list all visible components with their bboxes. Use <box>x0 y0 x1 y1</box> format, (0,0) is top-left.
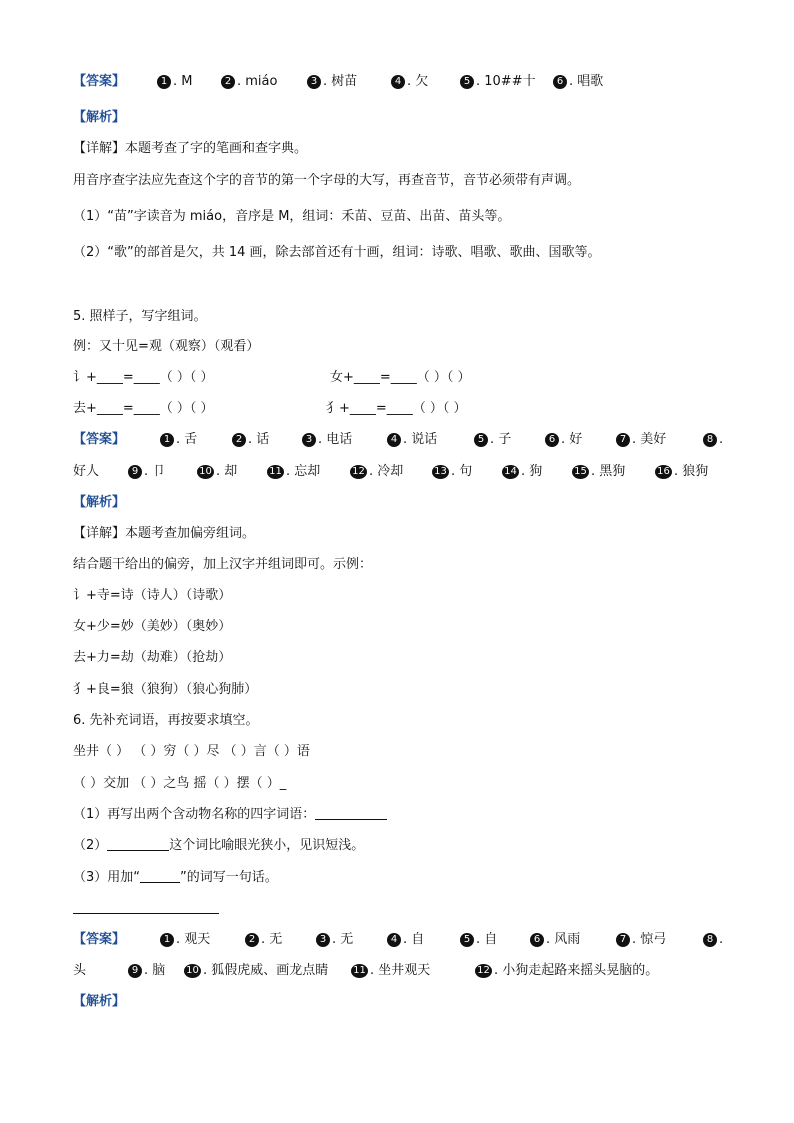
q5-row1-right: 女+____=____（ ）（ ） <box>330 370 471 385</box>
q5-answer-4 <box>387 430 437 450</box>
answer-text: . 欠 <box>407 74 429 89</box>
answer-text: . 自 <box>476 932 498 947</box>
circled-number: 1 <box>157 75 171 89</box>
q5-example-4: 犭+良=狼（狼狗）（狼心狗肺） <box>73 682 258 697</box>
circled-number: 11 <box>351 964 368 978</box>
q4-paragraph-1: 用音序查字法应先查这个字的音节的第一个字母的大写，再查音节，音节必须带有声调。 <box>73 173 581 188</box>
q5-example-2: 女+少=妙（美妙）（奥妙） <box>73 619 232 634</box>
q6-row-1: 坐井（ ） （ ）穷（ ）尽 （ ）言（ ）语 <box>73 744 310 759</box>
q4-answer-2 <box>221 72 277 92</box>
circled-number: 2 <box>232 433 246 447</box>
q6-analysis-label <box>73 992 125 1012</box>
q6-answer-1 <box>160 930 210 950</box>
circled-number: 6 <box>553 75 567 89</box>
q5-answer-9 <box>128 462 165 482</box>
q5-answer-row <box>73 430 125 450</box>
q6-subquestion-1 <box>73 805 387 825</box>
q6-answer-8 <box>703 930 723 950</box>
circled-number: 10 <box>184 964 201 978</box>
q5-row2-left: 去+____=____（ ）（ ） <box>73 401 214 416</box>
answer-text: . 狐假虎威、画龙点睛 <box>203 963 329 978</box>
answer-text: . 脑 <box>144 963 166 978</box>
answer-text: . 舌 <box>176 432 198 447</box>
detail-label: 【详解】 <box>73 526 126 541</box>
circled-number: 2 <box>245 933 259 947</box>
q5-answer-6 <box>545 430 582 450</box>
q6-answer-3 <box>316 930 353 950</box>
q5-answer-13 <box>432 462 472 482</box>
answer-text: . 忘却 <box>286 464 321 479</box>
detail-text: 本题考查了字的笔画和查字典。 <box>125 141 308 156</box>
circled-number: 13 <box>432 465 449 479</box>
q4-answer-1 <box>157 72 192 92</box>
q5-paragraph-1: 结合题干给出的偏旁，加上汉字并组词即可。示例： <box>73 557 373 572</box>
circled-number: 4 <box>387 933 401 947</box>
subquestion-text: 这个词比喻眼光狭小，见识短浅。 <box>169 838 365 853</box>
circled-number: 3 <box>316 933 330 947</box>
answer-text: . 观天 <box>176 932 211 947</box>
subquestion-text: ”的词写一句话。 <box>180 870 278 885</box>
q5-answer-2 <box>232 430 269 450</box>
q4-detail <box>73 139 307 159</box>
answer-text: . 坐井观天 <box>370 963 431 978</box>
circled-number: 4 <box>391 75 405 89</box>
answer-text: . 好 <box>561 432 583 447</box>
detail-label: 【详解】 <box>73 141 126 156</box>
circled-number: 3 <box>307 75 321 89</box>
circled-number: 1 <box>160 433 174 447</box>
q6-subquestion-2 <box>73 836 364 856</box>
answer-text: . 话 <box>248 432 270 447</box>
q6-title: 6. 先补充词语，再按要求填空。 <box>73 713 259 728</box>
answer-label: 【答案】 <box>73 432 126 447</box>
q6-answer-7 <box>616 930 666 950</box>
answer-text: . 惊弓 <box>632 932 667 947</box>
q6-row-2: （ ）交加 （ ）之鸟 摇（ ）摆（ ）_ <box>73 776 287 791</box>
q6-answer-10 <box>184 961 328 981</box>
q5-answer-15 <box>572 462 625 482</box>
answer-text: . 黑狗 <box>591 464 626 479</box>
q6-answer-6 <box>530 930 580 950</box>
circled-number: 15 <box>572 465 589 479</box>
circled-number: 5 <box>460 933 474 947</box>
answer-text: . 无 <box>261 932 283 947</box>
circled-number: 9 <box>128 465 142 479</box>
circled-number: 8 <box>703 433 717 447</box>
answer-label: 【答案】 <box>73 74 126 89</box>
answer-text: . 自 <box>403 932 425 947</box>
q4-analysis-label <box>73 108 125 128</box>
separator-line <box>73 913 219 914</box>
circled-number: 16 <box>655 465 672 479</box>
q4-answer-6 <box>553 72 603 92</box>
q6-answer-11 <box>351 961 430 981</box>
circled-number: 1 <box>160 933 174 947</box>
q6-subquestion-3 <box>73 868 278 888</box>
answer-blank <box>107 836 169 851</box>
q6-answer-4 <box>387 930 424 950</box>
q5-answer-3 <box>302 430 352 450</box>
answer-text: . 冷却 <box>369 464 404 479</box>
q6-answer-8-value: 头 <box>73 963 87 978</box>
q6-answer-5 <box>460 930 497 950</box>
q5-answer-1 <box>160 430 197 450</box>
analysis-label: 【解析】 <box>73 110 126 125</box>
q5-answer-5 <box>474 430 511 450</box>
answer-text: . 却 <box>216 464 238 479</box>
q5-title: 5. 照样子，写字组词。 <box>73 309 207 324</box>
answer-text: . 风雨 <box>546 932 581 947</box>
analysis-label: 【解析】 <box>73 994 126 1009</box>
q5-answer-14 <box>502 462 542 482</box>
q6-answer-row <box>73 930 125 950</box>
q5-answer-8-value: 好人 <box>73 464 100 479</box>
q5-answer-16 <box>655 462 708 482</box>
answer-text: . 狗 <box>521 464 543 479</box>
circled-number: 4 <box>387 433 401 447</box>
q5-row1-left: 讠+____=____（ ）（ ） <box>73 370 214 385</box>
answer-text: . 10##十 <box>476 74 536 89</box>
q5-answer-8 <box>703 430 723 450</box>
q5-answer-12 <box>350 462 403 482</box>
q5-analysis-label <box>73 493 125 513</box>
circled-number: 3 <box>302 433 316 447</box>
answer-text: . <box>719 432 724 447</box>
circled-number: 11 <box>267 465 284 479</box>
answer-text: . 说话 <box>403 432 438 447</box>
subquestion-number: （2） <box>73 838 108 853</box>
answer-blank <box>140 868 180 883</box>
q5-answer-11 <box>267 462 320 482</box>
q6-answer-12 <box>475 961 658 981</box>
q5-row2-right: 犭+____=____（ ）（ ） <box>326 401 467 416</box>
answer-text: . 狼狗 <box>674 464 709 479</box>
q5-detail <box>73 524 255 544</box>
circled-number: 10 <box>197 465 214 479</box>
circled-number: 6 <box>530 933 544 947</box>
subquestion-text: （3）用加“ <box>73 870 141 885</box>
answer-text: . 电话 <box>318 432 353 447</box>
q5-example-3: 去+力=劫（劫难）（抢劫） <box>73 650 232 665</box>
answer-text: . 无 <box>332 932 354 947</box>
detail-text: 本题考查加偏旁组词。 <box>125 526 256 541</box>
circled-number: 7 <box>616 933 630 947</box>
q4-answer-4 <box>391 72 428 92</box>
answer-blank <box>315 805 387 820</box>
circled-number: 5 <box>460 75 474 89</box>
answer-text: . <box>719 932 724 947</box>
answer-text: . 小狗走起路来摇头晃脑的。 <box>494 963 659 978</box>
q5-answer-7 <box>616 430 666 450</box>
analysis-label: 【解析】 <box>73 495 126 510</box>
q4-answer-row <box>73 72 125 92</box>
q4-paragraph-2: （1）“苗”字读音为 miáo，音序是 M，组词：禾苗、豆苗、出苗、苗头等。 <box>73 209 511 224</box>
answer-text: . 唱歌 <box>569 74 604 89</box>
answer-text: . 卩 <box>144 464 166 479</box>
circled-number: 8 <box>703 933 717 947</box>
q6-answer-9 <box>128 961 165 981</box>
answer-text: . miáo <box>237 74 278 89</box>
circled-number: 6 <box>545 433 559 447</box>
answer-text: . 句 <box>451 464 473 479</box>
circled-number: 2 <box>221 75 235 89</box>
circled-number: 5 <box>474 433 488 447</box>
circled-number: 12 <box>475 964 492 978</box>
circled-number: 9 <box>128 964 142 978</box>
answer-text: . 树苗 <box>323 74 358 89</box>
q4-paragraph-3: （2）“歌”的部首是欠，共 14 画，除去部首还有十画，组词：诗歌、唱歌、歌曲、国歌等。 <box>73 245 601 260</box>
circled-number: 7 <box>616 433 630 447</box>
circled-number: 12 <box>350 465 367 479</box>
subquestion-text: （1）再写出两个含动物名称的四字词语： <box>73 807 316 822</box>
answer-text: . M <box>173 74 193 89</box>
q5-example: 例：又十见=观（观察）（观看） <box>73 339 260 354</box>
q5-example-1: 讠+寺=诗（诗人）（诗歌） <box>73 588 232 603</box>
answer-text: . 美好 <box>632 432 667 447</box>
q4-answer-3 <box>307 72 357 92</box>
circled-number: 14 <box>502 465 519 479</box>
answer-text: . 子 <box>490 432 512 447</box>
q4-answer-5 <box>460 72 536 92</box>
q6-answer-2 <box>245 930 282 950</box>
q5-answer-10 <box>197 462 237 482</box>
answer-label: 【答案】 <box>73 932 126 947</box>
